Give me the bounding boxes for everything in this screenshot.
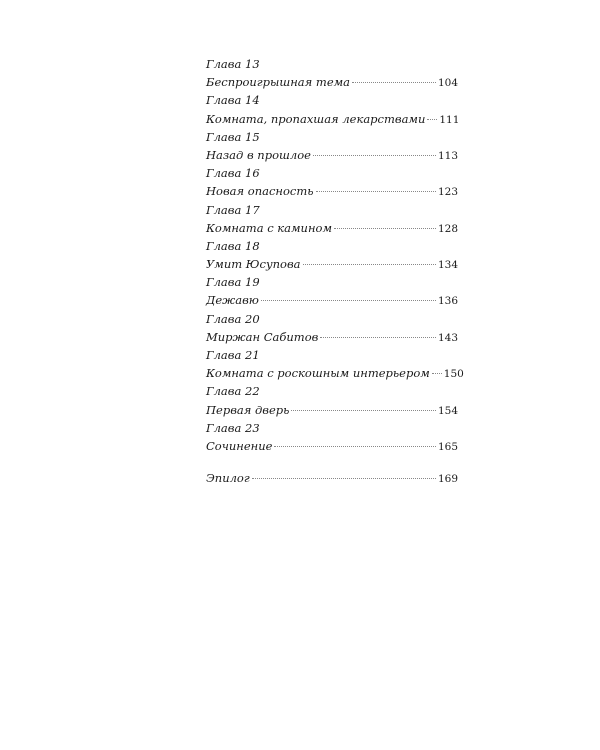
dot-leader — [334, 228, 436, 229]
dot-leader — [291, 410, 436, 411]
chapter-label: Глава 17 — [206, 202, 260, 217]
toc-entry — [206, 110, 458, 128]
entry-title: Назад в прошлое — [206, 147, 311, 162]
chapter-heading-16 — [206, 164, 458, 182]
page-number: 154 — [437, 404, 458, 417]
chapter-label: Глава 18 — [206, 238, 260, 253]
chapter-label: Глава 19 — [206, 275, 260, 290]
chapter-label: Глава 15 — [206, 129, 260, 144]
toc-entry — [206, 364, 464, 382]
toc-entry — [206, 255, 458, 273]
chapter-heading-21 — [206, 346, 458, 364]
entry-title: Дежавю — [206, 293, 259, 308]
chapter-heading-15 — [206, 128, 458, 146]
dot-leader — [427, 119, 437, 120]
chapter-label: Глава 22 — [206, 384, 260, 399]
dot-leader — [261, 300, 436, 301]
entry-title: Миржан Сабитов — [206, 329, 319, 344]
dot-leader — [313, 155, 436, 156]
page-number: 150 — [443, 368, 464, 381]
entry-title: Комната с роскошным интерьером — [206, 366, 430, 381]
chapter-heading-14 — [206, 91, 458, 109]
page-number: 134 — [437, 259, 458, 272]
chapter-label: Глава 20 — [206, 311, 260, 326]
chapter-label: Глава 14 — [206, 93, 260, 108]
entry-title: Новая опасность — [206, 184, 314, 199]
chapter-heading-13 — [206, 55, 458, 73]
chapter-label: Глава 23 — [206, 420, 260, 435]
entry-title: Беспроигрышная тема — [206, 75, 351, 90]
page-number: 169 — [437, 473, 458, 486]
table-of-contents — [206, 55, 464, 487]
chapter-heading-18 — [206, 237, 458, 255]
entry-title: Умит Юсупова — [206, 257, 301, 272]
page-number: 165 — [437, 440, 458, 453]
page-number: 136 — [437, 295, 458, 308]
dot-leader — [316, 191, 436, 192]
chapter-label: Глава 16 — [206, 166, 260, 181]
chapter-heading-19 — [206, 273, 458, 291]
page-number: 143 — [437, 331, 458, 344]
toc-entry — [206, 291, 458, 309]
toc-entry — [206, 219, 458, 237]
toc-entry — [206, 73, 458, 91]
toc-entry — [206, 437, 458, 455]
dot-leader — [352, 82, 436, 83]
toc-entry — [206, 401, 458, 419]
page-number: 104 — [437, 77, 458, 90]
chapter-heading-23 — [206, 419, 458, 437]
page-number: 128 — [437, 222, 458, 235]
dot-leader — [274, 446, 436, 447]
dot-leader — [252, 478, 436, 479]
entry-title: Комната с камином — [206, 220, 333, 235]
toc-entry — [206, 182, 458, 200]
entry-title: Сочинение — [206, 438, 273, 453]
dot-leader — [432, 373, 442, 374]
chapter-label: Глава 13 — [206, 57, 260, 71]
page-number: 113 — [437, 149, 458, 162]
chapter-heading-20 — [206, 310, 458, 328]
chapter-label: Глава 21 — [206, 348, 260, 362]
entry-title: Комната, пропахшая лекарствами — [206, 111, 426, 126]
page-number: 123 — [437, 186, 458, 199]
toc-entry — [206, 328, 458, 346]
toc-entry-epilogue — [206, 469, 458, 487]
page-number: 111 — [439, 113, 460, 126]
entry-title: Эпилог — [206, 471, 250, 486]
chapter-heading-22 — [206, 382, 458, 400]
toc-entry — [206, 146, 458, 164]
dot-leader — [320, 337, 436, 338]
chapter-heading-17 — [206, 201, 458, 219]
dot-leader — [303, 264, 436, 265]
entry-title: Первая дверь — [206, 402, 290, 417]
